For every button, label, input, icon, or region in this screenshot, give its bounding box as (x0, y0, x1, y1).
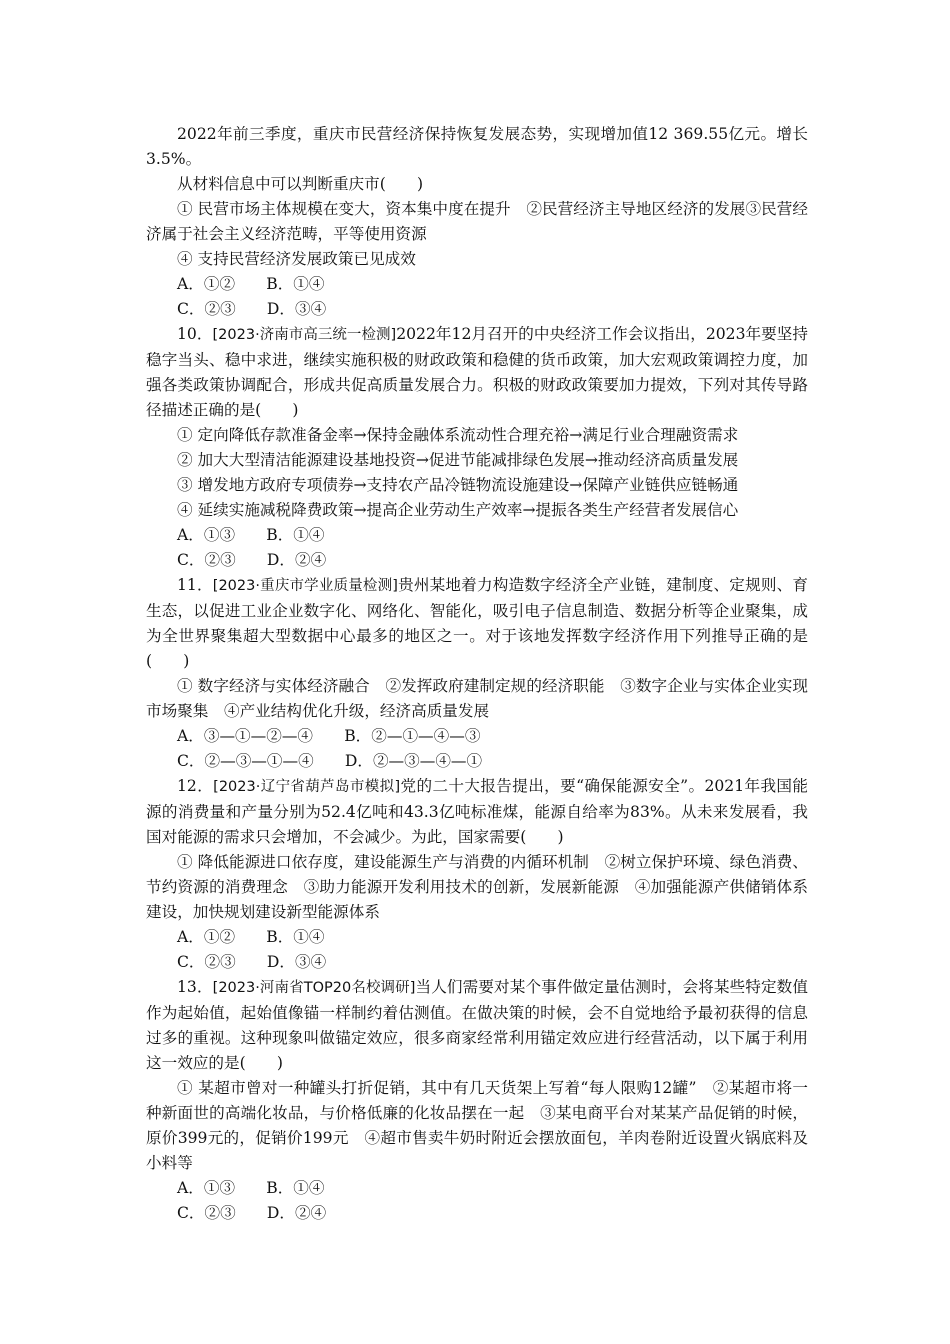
q11-options-cd: C．②—③—①—④ D．②—③—④—① (177, 752, 483, 770)
question-source: [2023·辽宁省葫芦岛市模拟] (213, 779, 401, 795)
question-12-stem (146, 774, 808, 850)
question-source: [2023·重庆市学业质量检测] (212, 578, 398, 594)
intro-stem: 从材料信息中可以判断重庆市( ) (177, 175, 424, 193)
question-10-stem (146, 322, 808, 423)
q10-statement-4: ④ 延续实施减税降费政策→提高企业劳动生产效率→提振各类生产经营者发展信心 (177, 501, 739, 519)
q11-options-ab: A．③—①—②—④ B．②—①—④—③ (177, 727, 481, 745)
question-source: [2023·河南省TOP20名校调研] (212, 980, 416, 996)
q12-options-cd: C．②③ D．③④ (177, 953, 327, 971)
question-source: [2023·济南市高三统一检测] (212, 327, 397, 343)
question-number: 10． (177, 325, 213, 343)
q10-statement-3: ③ 增发地方政府专项债券→支持农产品冷链物流设施建设→保障产业链供应链畅通 (177, 476, 739, 494)
q12-statements: ① 降低能源进口依存度，建设能源生产与消费的内循环机制 ②树立保护环境、绿色消费、节约资源的消费理念 ③助力能源开发利用技术的创新，发展新能源 ④加强能源产供储销体系建设，加快规划建设新型能源体系 (146, 853, 808, 921)
q10-statement-2: ② 加大大型清洁能源建设基地投资→促进节能减排绿色发展→推动经济高质量发展 (177, 451, 739, 469)
question-text: 贵州某地着力构造数字经济全产业链，建制度、定规则、育生态，以促进工业企业数字化、网络化、智能化，吸引电子信息制造、数据分析等企业聚集，成为全世界聚集超大型数据中心最多的地区之一。对于该地发挥数字经济作用下列推导正确的是( ) (146, 576, 808, 670)
intro-statement-4: ④ 支持民营经济发展政策已见成效 (177, 250, 416, 268)
q12-options-ab: A．①② B．①④ (177, 928, 325, 946)
question-text: 2022年12月召开的中央经济工作会议指出，2023年要坚持稳字当头、稳中求进，继续实施积极的财政政策和稳健的货币政策，加大宏观政策调控力度，加强各类政策协调配合，形成共促高质量发展合力。积极的财政政策要加力提效，下列对其传导路径描述正确的是( ) (146, 325, 809, 419)
question-13-stem (146, 975, 808, 1076)
intro-options-ab: A．①② B．①④ (177, 275, 325, 293)
intro-paragraph: 2022年前三季度，重庆市民营经济保持恢复发展态势，实现增加值12 369.55亿元。增长3.5%。 (146, 125, 808, 168)
question-text: 党的二十大报告提出，要“确保能源安全”。2021年我国能源的消费量和产量分别为52.4亿吨和43.3亿吨标准煤，能源自给率为83%。从未来发展看，我国对能源的需求只会增加，不会减少。为此，国家需要( ) (146, 777, 808, 846)
question-number: 13． (177, 978, 213, 996)
question-number: 12． (177, 777, 214, 795)
q13-statements: ① 某超市曾对一种罐头打折促销，其中有几天货架上写着“每人限购12罐” ②某超市将一种新面世的高端化妆品，与价格低廉的化妆品摆在一起 ③某电商平台对某某产品促销的时候，原价399元的，促销价199元 ④超市售卖牛奶时附近会摆放面包，羊肉卷附近设置火锅底料及小料等 (146, 1079, 808, 1172)
question-11-stem (146, 573, 808, 674)
q10-options-ab: A．①③ B．①④ (177, 526, 325, 544)
question-number: 11． (177, 576, 213, 594)
intro-options-cd: C．②③ D．③④ (177, 300, 327, 318)
question-text: 当人们需要对某个事件做定量估测时，会将某些特定数值作为起始值，起始值像锚一样制约着估测值。在做决策的时候，会不自觉地给予最初获得的信息过多的重视。这种现象叫做锚定效应，很多商家经常利用锚定效应进行经营活动，以下属于利用这一效应的是( ) (146, 978, 808, 1072)
document-body (146, 122, 808, 1226)
q13-options-cd: C．②③ D．②④ (177, 1204, 327, 1222)
q13-options-ab: A．①③ B．①④ (177, 1179, 325, 1197)
intro-statements-1-3: ① 民营市场主体规模在变大，资本集中度在提升 ②民营经济主导地区经济的发展③民营经济属于社会主义经济范畴，平等使用资源 (146, 200, 808, 243)
q11-statements: ① 数字经济与实体经济融合 ②发挥政府建制定规的经济职能 ③数字企业与实体企业实现市场聚集 ④产业结构优化升级，经济高质量发展 (146, 677, 808, 720)
q10-options-cd: C．②③ D．②④ (177, 551, 327, 569)
q10-statement-1: ① 定向降低存款准备金率→保持金融体系流动性合理充裕→满足行业合理融资需求 (177, 426, 739, 444)
